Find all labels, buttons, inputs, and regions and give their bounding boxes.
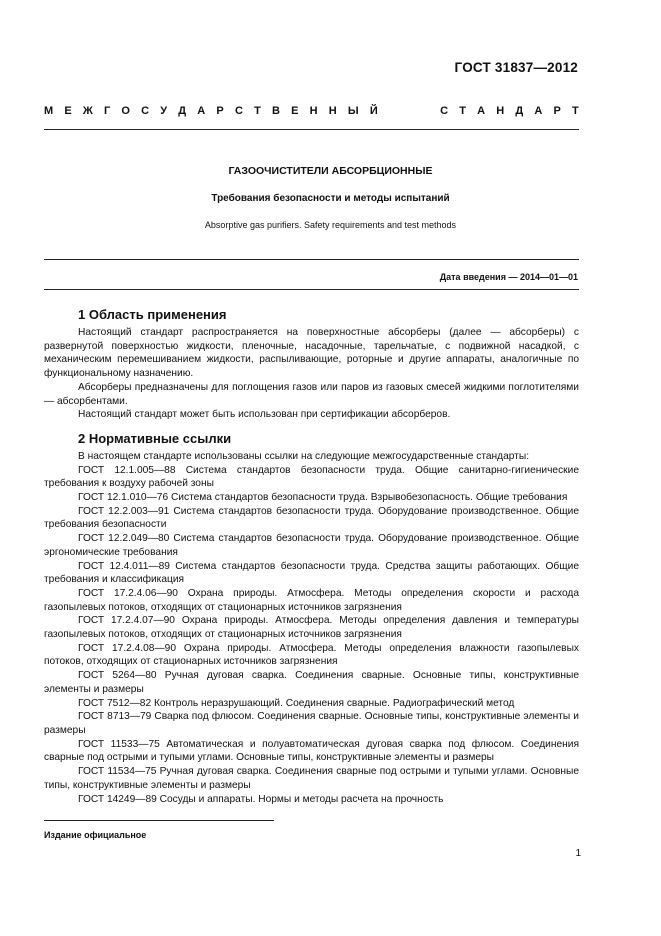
interstate-letter: Н	[496, 105, 505, 117]
interstate-letter: Й	[369, 105, 378, 117]
section-1-paragraph: Настоящий стандарт может быть использован при сертификации абсорберов.	[78, 409, 451, 421]
reference-item: ГОСТ 5264—80 Ручная дуговая сварка. Соединения сварные. Основные типы, конструктивные элементы и размеры	[44, 670, 579, 695]
reference-item: ГОСТ 12.2.003—91 Система стандартов безопасности труда. Оборудование производственное. Общие требования безопасности	[44, 505, 579, 531]
standard-title-english: Absorptive gas purifiers. Safety requirements and test methods	[204, 220, 457, 230]
interstate-letter: Ы	[347, 105, 359, 117]
reference-item: ГОСТ 12.1.010—76 Система стандартов безопасности труда. Взрывобезопасность. Общие требования	[78, 492, 568, 504]
reference-item: ГОСТ 11533—75 Автоматическая и полуавтоматическая дуговая сварка под флюсом. Соединения сварные под острыми и тупыми углами. Основные типы, конструктивные элементы и размеры	[44, 738, 579, 764]
interstate-letter: А	[197, 105, 206, 117]
interstate-letter: М	[44, 105, 54, 117]
interstate-standard-heading	[44, 105, 579, 117]
title-rule	[44, 259, 579, 260]
interstate-letter: Н	[328, 105, 337, 117]
reference-item: ГОСТ 7512—82 Контроль неразрушающий. Соединения сварные. Радиографический метод	[78, 697, 515, 709]
interstate-letter: Н	[309, 105, 318, 117]
interstate-letter: О	[121, 105, 130, 117]
interstate-letter: Т	[459, 105, 466, 117]
section-1-title: 1 Область применения	[78, 307, 227, 322]
reference-item: ГОСТ 12.2.049—80 Система стандартов безопасности труда. Оборудование производственное. Общие эргономические требования	[44, 533, 579, 558]
reference-item: ГОСТ 12.4.011—89 Система стандартов безопасности труда. Средства защиты работающих. Общие требования и классификация	[44, 560, 579, 586]
interstate-letter: С	[141, 105, 150, 117]
section-1-paragraph: Абсорберы предназначены для поглощения газов или паров из газовых смесей жидкими поглотителями — абсорбентами.	[44, 381, 579, 407]
interstate-letter: С	[440, 105, 449, 117]
document-body	[44, 306, 579, 806]
section-2-intro: В настоящем стандарте использованы ссылки на следующие межгосударственные стандарты:	[78, 450, 530, 462]
interstate-letter: Д	[178, 105, 187, 117]
interstate-letter: Ж	[82, 105, 93, 117]
interstate-letter: С	[234, 105, 243, 117]
reference-item: ГОСТ 14249—89 Сосуды и аппараты. Нормы и методы расчета на прочность	[78, 793, 444, 805]
reference-item: ГОСТ 17.2.4.08—90 Охрана природы. Атмосфера. Методы определения влажности газопылевых потоков, отходящих от стационарных источников загрязнения	[44, 642, 579, 668]
gost-code: ГОСТ 31837—2012	[454, 60, 578, 75]
word-gap	[389, 105, 429, 117]
reference-item: ГОСТ 17.2.4.06—90 Охрана природы. Атмосфера. Методы определения скорости и расхода газопылевых потоков, отходящих от стационарных источников загрязнения	[44, 587, 579, 613]
interstate-letter: А	[477, 105, 486, 117]
interstate-letter: Р	[553, 105, 561, 117]
interstate-letter: Т	[572, 105, 579, 117]
reference-item: ГОСТ 8713—79 Сварка под флюсом. Соединения сварные. Основные типы, конструктивные элементы и размеры	[44, 711, 579, 736]
top-rule	[44, 129, 579, 130]
reference-item: ГОСТ 11534—75 Ручная дуговая сварка. Соединения сварные под острыми и тупыми углами. Основные типы, конструктивные элементы и размеры	[44, 766, 579, 791]
standard-title: ГАЗООЧИСТИТЕЛИ АБСОРБЦИОННЫЕ	[228, 165, 433, 177]
date-rule	[44, 289, 579, 290]
interstate-letter: Т	[254, 105, 261, 117]
section-1-paragraph: Настоящий стандарт распространяется на поверхностные абсорберы (далее — абсорберы) с развернутой поверхностью жидкости, пленочные, насадочные, тарельчатые, с подвижной насадкой, с механическим перемешиванием жидкости, распыливающие, роторные и другие аппараты, аналогичные по функциональному назначению.	[44, 327, 579, 380]
interstate-letter: А	[534, 105, 543, 117]
page-number: 1	[575, 848, 581, 859]
interstate-letter: Е	[291, 105, 299, 117]
official-edition-label: Издание официальное	[44, 830, 147, 840]
standard-subtitle: Требования безопасности и методы испытаний	[211, 193, 450, 204]
interstate-letter: Р	[216, 105, 224, 117]
reference-item: ГОСТ 12.1.005—88 Система стандартов безопасности труда. Общие санитарно-гигиенические требования к воздуху рабочей зоны	[44, 464, 579, 490]
interstate-letter: У	[160, 105, 168, 117]
interstate-letter: Г	[103, 105, 111, 117]
section-2-title: 2 Нормативные ссылки	[78, 430, 232, 446]
intro-date: Дата введения — 2014—01—01	[439, 272, 578, 282]
reference-item: ГОСТ 17.2.4.07—90 Охрана природы. Атмосфера. Методы определения давления и температуры газопылевых потоков, отходящих от стационарных источников загрязнения	[44, 615, 579, 641]
interstate-letter: Д	[515, 105, 524, 117]
footer-rule	[44, 820, 274, 821]
interstate-letter: В	[271, 105, 280, 117]
interstate-letter: Е	[64, 105, 72, 117]
